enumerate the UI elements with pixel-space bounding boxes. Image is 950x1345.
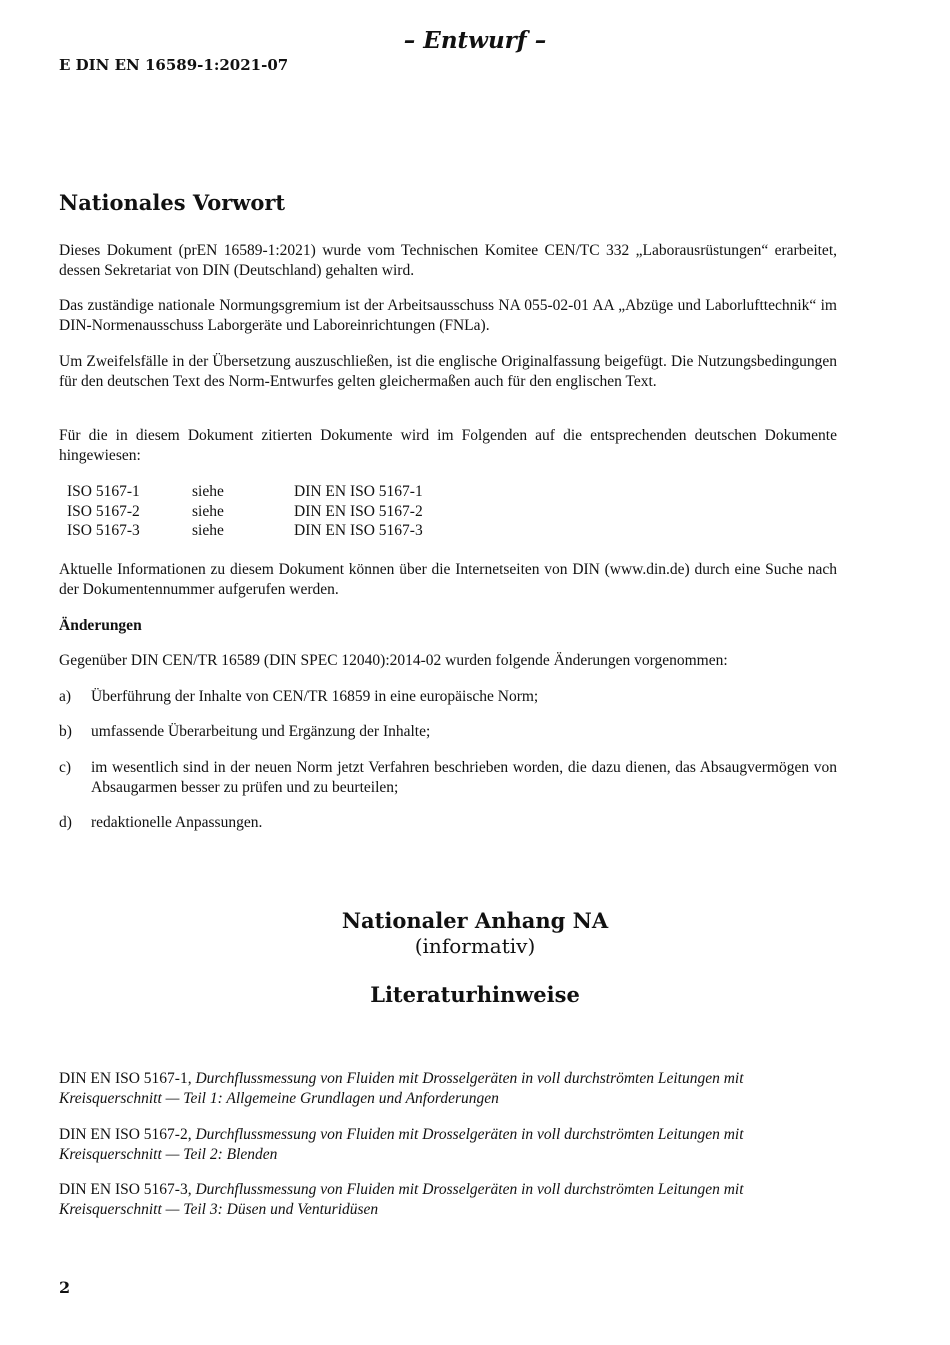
annex-subtitle: (informativ) [414,934,536,958]
bibliography-title: Durchflussmessung von Fluiden mit Drosselgeräten in voll durchströmten Leitungen mit Kreisquerschnitt — Teil 1: Allgemeine Grundlagen und Anforderungen [59,1070,744,1107]
list-marker: b) [59,723,72,740]
bibliography-ref: DIN EN ISO 5167-3, [59,1181,196,1198]
bibliography-title: Durchflussmessung von Fluiden mit Drosselgeräten in voll durchströmten Leitungen mit Kreisquerschnitt — Teil 3: Düsen und Venturidüsen [59,1181,744,1218]
list-item-text: im wesentlich sind in der neuen Norm jetzt Verfahren beschrieben worden, die dazu dienen, das Absaugvermögen von Absaugarmen besser zu prüfen und zu beurteilen; [91,759,837,796]
page-number: 2 [59,1278,71,1297]
list-item [59,813,837,833]
iso-reference: ISO 5167-1 [67,483,140,500]
see-label: siehe [192,483,224,500]
din-reference: DIN EN ISO 5167-3 [294,522,423,540]
reference-row [67,502,423,522]
list-item-text: redaktionelle Anpassungen. [91,814,263,831]
din-reference: DIN EN ISO 5167-2 [294,502,423,520]
iso-reference: ISO 5167-2 [67,502,140,520]
foreword-paragraph-5: Aktuelle Informationen zu diesem Dokument können über die Internetseiten von DIN (www.din.de) durch eine Suche nach der Dokumentennummer aufgerufen werden. [59,561,837,598]
foreword-paragraph-2: Das zuständige nationale Normungsgremium ist der Arbeitsausschuss NA 055-02-01 AA „Abzüge und Laborlufttechnik“ im DIN-Normenausschuss Laborgeräte und Laboreinrichtungen (FNLa). [59,297,837,334]
see-label: siehe [192,502,224,520]
iso-reference: ISO 5167-3 [67,522,140,540]
annex-title: Nationaler Anhang NA [341,908,609,933]
bibliography-ref: DIN EN ISO 5167-1, [59,1070,196,1087]
list-item [59,758,837,797]
bibliography-entry [59,1125,837,1164]
bibliography-entry [59,1069,837,1108]
see-label: siehe [192,522,224,540]
draft-watermark-heading: – Entwurf – [403,27,547,54]
list-marker: a) [59,688,72,705]
list-item [59,687,837,707]
reference-row [67,521,423,541]
foreword-paragraph-1: Dieses Dokument (prEN 16589-1:2021) wurde vom Technischen Komitee CEN/TC 332 „Laborausrüstungen“ erarbeitet, dessen Sekretariat von DIN (Deutschland) gehalten wird. [59,242,837,279]
foreword-heading: Nationales Vorwort [59,190,286,215]
list-item [59,722,837,742]
bibliography-heading: Literaturhinweise [370,982,580,1007]
document-identifier: E DIN EN 16589-1:2021-07 [59,56,289,74]
list-marker: d) [59,814,72,831]
bibliography-title: Durchflussmessung von Fluiden mit Drosselgeräten in voll durchströmten Leitungen mit Kreisquerschnitt — Teil 2: Blenden [59,1126,744,1163]
reference-correspondence-table [67,482,423,541]
bibliography-entry [59,1180,837,1219]
changes-heading: Änderungen [59,617,142,634]
foreword-paragraph-4: Für die in diesem Dokument zitierten Dokumente wird im Folgenden auf die entsprechenden deutschen Dokumente hingewiesen: [59,427,837,464]
changes-intro: Gegenüber DIN CEN/TR 16589 (DIN SPEC 12040):2014-02 wurden folgende Änderungen vorgenommen: [59,652,728,669]
list-item-text: umfassende Überarbeitung und Ergänzung der Inhalte; [91,723,431,740]
din-reference: DIN EN ISO 5167-1 [294,483,423,500]
list-item-text: Überführung der Inhalte von CEN/TR 16859 in eine europäische Norm; [91,688,539,705]
list-marker: c) [59,759,72,776]
reference-row [67,482,423,502]
bibliography-ref: DIN EN ISO 5167-2, [59,1126,196,1143]
foreword-paragraph-3: Um Zweifelsfälle in der Übersetzung auszuschließen, ist die englische Originalfassung beigefügt. Die Nutzungsbedingungen für den deutschen Text des Norm-Entwurfes gelten gleichermaßen auch für den englischen Text. [59,353,837,390]
